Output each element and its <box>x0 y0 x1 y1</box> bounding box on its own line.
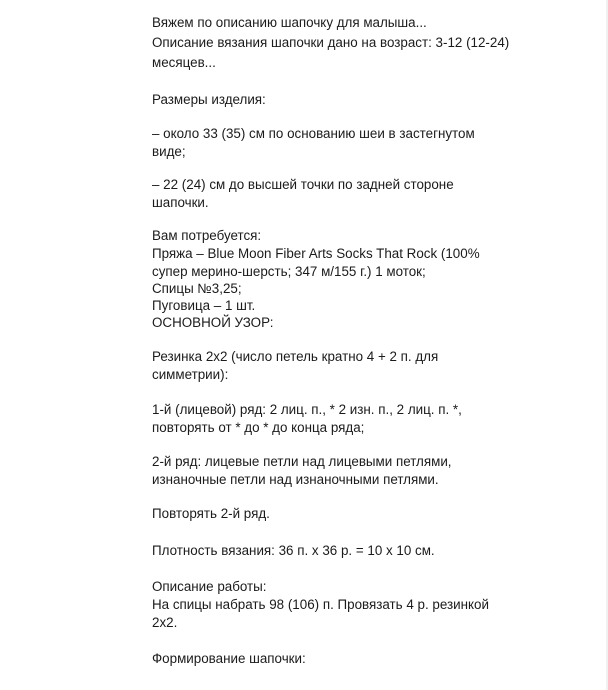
age-description-cont: месяцев... <box>152 55 216 70</box>
yarn-line: Пряжа – Blue Moon Fiber Arts Socks That Rock (100% <box>152 246 480 261</box>
yarn-cont: супер мерино-шерсть; 347 м/155 г.) 1 моток; <box>152 264 426 279</box>
materials-heading: Вам потребуется: <box>152 228 262 243</box>
gauge-line: Плотность вязания: 36 п. х 36 р. = 10 х 10 см. <box>152 543 435 558</box>
cast-on-cont: 2х2. <box>152 615 178 630</box>
repeat-row2-line: Повторять 2-й ряд. <box>152 506 270 521</box>
intro-line: Вяжем по описанию шапочку для малыша... <box>152 15 427 30</box>
rib-pattern-cont: симметрии): <box>152 367 229 382</box>
cast-on-line: На спицы набрать 98 (106) п. Провязать 4 р. резинкой <box>152 597 489 612</box>
rib-pattern-line: Резинка 2х2 (число петель кратно 4 + 2 п. для <box>152 349 439 364</box>
size-height-line: – 22 (24) см до высшей точки по задней стороне <box>152 177 454 192</box>
work-description-heading: Описание работы: <box>152 579 267 594</box>
button-line: Пуговица – 1 шт. <box>152 298 256 313</box>
row1-line: 1-й (лицевой) ряд: 2 лиц. п., * 2 изн. п., 2 лиц. п. *, <box>152 402 462 417</box>
size-height-cont: шапочки. <box>152 195 209 210</box>
row2-line: 2-й ряд: лицевые петли над лицевыми петлями, <box>152 454 452 469</box>
size-neck-cont: виде; <box>152 144 186 159</box>
size-neck-line: – около 33 (35) см по основанию шеи в застегнутом <box>152 126 475 141</box>
row2-cont: изнаночные петли над изнаночными петлями. <box>152 472 439 487</box>
main-pattern-heading: ОСНОВНОЙ УЗОР: <box>152 315 274 330</box>
shaping-heading: Формирование шапочки: <box>152 651 306 666</box>
row1-cont: повторять от * до * до конца ряда; <box>152 420 365 435</box>
age-description-line: Описание вязания шапочки дано на возраст: 3-12 (12-24) <box>152 35 510 50</box>
needles-line: Спицы №3,25; <box>152 281 242 296</box>
sizes-heading: Размеры изделия: <box>152 92 266 107</box>
